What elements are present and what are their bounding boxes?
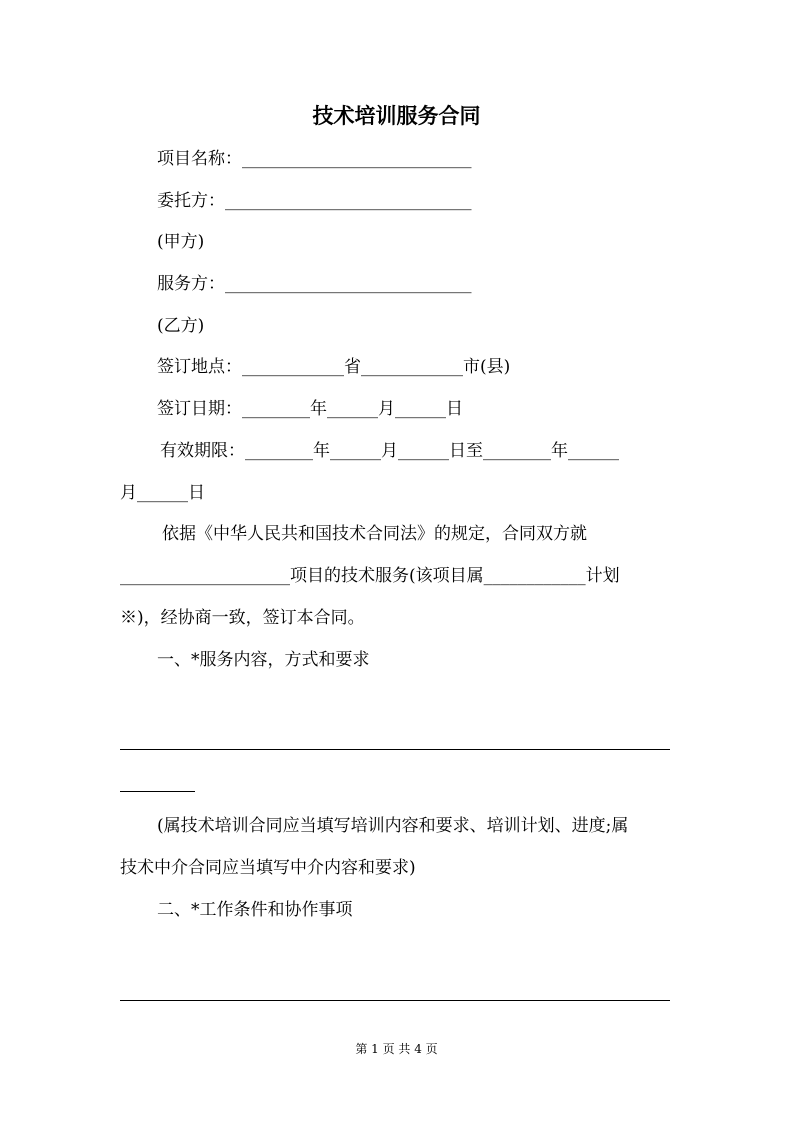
blank-rule-long	[120, 749, 670, 750]
client-line: 委托方：_____________________________	[157, 191, 472, 211]
document-title: 技术培训服务合同	[312, 103, 481, 128]
validity-line-2: 月______日	[120, 483, 205, 503]
sign-date-line: 签订日期：________年______月______日	[157, 399, 463, 419]
page-footer: 第 1 页 共 4 页	[355, 1042, 438, 1056]
basis-paragraph-line-1: 依据《中华人民共和国技术合同法》的规定，合同双方就	[162, 524, 587, 544]
section-2-heading: 二、*工作条件和协作事项	[157, 900, 353, 920]
basis-paragraph-line-3: ※)，经协商一致，签订本合同。	[120, 608, 365, 628]
blank-rule-section-2	[120, 1000, 670, 1001]
basis-paragraph-line-2: ____________________项目的技术服务(该项目属____________计划	[120, 566, 620, 586]
section-1-heading: 一、*服务内容，方式和要求	[157, 650, 370, 670]
party-a-label: (甲方)	[157, 232, 205, 252]
note-line-1: (属技术培训合同应当填写培训内容和要求、培训计划、进度;属	[157, 816, 629, 836]
party-b-label: (乙方)	[157, 316, 205, 336]
provider-line: 服务方：_____________________________	[157, 274, 472, 294]
validity-line-1: 有效期限：________年______月______日至________年______	[160, 441, 619, 461]
project-name-line: 项目名称：___________________________	[157, 149, 472, 169]
blank-rule-short	[120, 791, 195, 792]
note-line-2: 技术中介合同应当填写中介内容和要求)	[120, 858, 416, 878]
sign-place-line: 签订地点：____________省____________市(县)	[157, 357, 511, 377]
